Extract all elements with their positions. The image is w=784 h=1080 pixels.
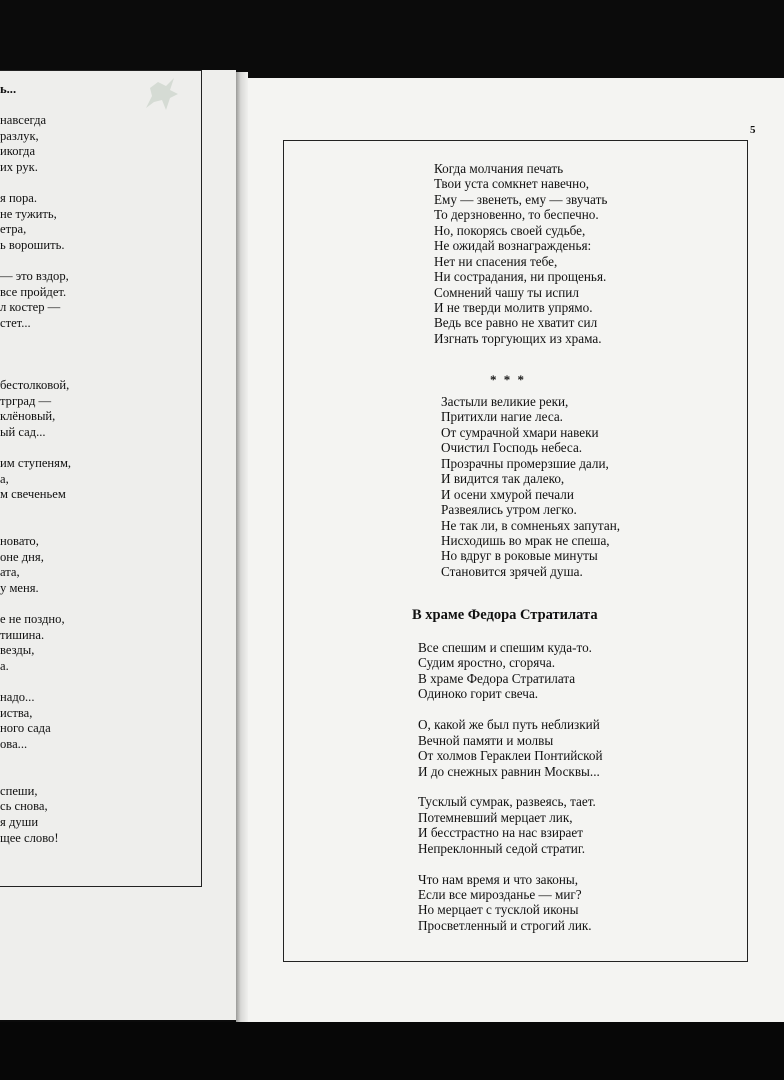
verse-line: икогда [0,144,36,159]
verse-line: клёновый, [0,409,56,424]
verse-line: Потемневший мерцает лик, [418,809,573,825]
verse-line: Твои уста сомкнет навечно, [434,176,590,192]
poem-untitled-1 [434,161,607,346]
verse-line: Что нам время и что законы, [418,871,579,887]
verse-line: Тусклый сумрак, развеясь, тает. [418,794,596,810]
verse-line: От холмов Гераклеи Понтийской [418,748,603,764]
page-number: 5 [750,124,756,136]
verse-line [0,597,198,613]
verse-line [0,441,198,457]
verse-line: стет... [0,315,31,330]
verse-line: Развеялись утром легко. [441,502,577,518]
verse-line [0,503,198,519]
verse-line: Когда молчания печать [434,161,564,176]
verse-line: Сомнений чашу ты испил [434,284,579,300]
verse-line: тишина. [0,627,45,642]
verse-line: навсегда [0,113,47,128]
verse-line: разлук, [0,128,39,143]
verse-line: Но, покорясь своей судьбе, [434,222,586,238]
verse-line [0,753,198,769]
verse-line: Не ожидай вознагражденья: [434,238,592,254]
verse-line: а. [0,658,9,673]
verse-line: От сумрачной хмари навеки [441,424,599,440]
verse-line: я пора. [0,191,38,206]
verse-line: все пройдет. [0,284,67,299]
verse-line [418,702,603,717]
verse-line: Но вдруг в роковые минуты [441,548,598,564]
verse-line: То дерзновенно, то беспечно. [434,207,599,223]
left-page-text [0,82,198,846]
verse-line: щее слово! [0,830,59,845]
poem-title: В храме Федора Стратилата [412,607,598,623]
verse-line: Непреклонный седой стратиг. [418,840,586,856]
verse-line [0,363,198,379]
verse-line: я души [0,814,39,829]
verse-line: Притихли нагие леса. [441,409,563,425]
verse-line: В храме Федора Стратилата [418,670,576,686]
poem-untitled-2 [441,394,620,579]
verse-line: Ему — звенеть, ему — звучать [434,191,608,207]
verse-line: Нет ни спасения тебе, [434,253,558,269]
verse-line [0,768,198,784]
verse-line: ного сада [0,721,51,736]
verse-line: им ступеням, [0,456,72,471]
verse-line: Ведь все равно не хватит сил [434,315,598,331]
verse-line: Нисходишь во мрак не спеша, [441,532,610,548]
verse-line: л костер — [0,300,61,315]
verse-line [0,347,198,363]
verse-line: Вечной памяти и молвы [418,732,554,748]
verse-line: Застыли великие реки, [441,394,569,409]
verse-line: Изгнать торгующих из храма. [434,330,602,346]
verse-line: И видится так далеко, [441,471,565,487]
verse-line: Очистил Господь небеса. [441,440,583,456]
scan-background [0,1022,784,1080]
verse-line: е не поздно, [0,612,65,627]
verse-line: иства, [0,705,33,720]
verse-line [0,254,198,270]
verse-line: О, какой же был путь неблизкий [418,717,600,733]
verse-line: их рук. [0,159,38,174]
verse-line [0,98,198,114]
verse-line: Становится зрячей душа. [441,563,583,579]
verse-line: а, [0,471,9,486]
verse-line: не тужить, [0,206,57,221]
verse-line: етра, [0,222,27,237]
poem-fedor-stratilat [418,640,603,933]
verse-line [0,675,198,691]
verse-line: у меня. [0,581,39,595]
verse-line: Если все мирозданье — миг? [418,887,582,902]
verse-line [0,519,198,535]
verse-line: Но мерцает с тусклой иконы [418,902,579,918]
verse-line: Не так ли, в сомненьях запутан, [441,517,621,533]
poem-separator: * * * [490,372,526,387]
verse-line: Просветленный и строгий лик. [418,917,592,933]
verse-line: Прозрачны промерзшие дали, [441,455,609,471]
verse-line: ова... [0,736,28,751]
verse-line [418,856,603,871]
verse-line: везды, [0,643,35,658]
verse-line: трград — [0,393,52,408]
verse-line: — это вздор, [0,269,69,284]
verse-line: Судим яростно, сгоряча. [418,655,556,671]
verse-line: сь снова, [0,799,48,814]
book-spine [236,72,248,1024]
verse-line: Ни сострадания, ни прощенья. [434,269,607,285]
verse-line [418,779,603,794]
verse-line: Одиноко горит свеча. [418,686,539,702]
verse-line: ата, [0,565,20,580]
verse-line [0,176,198,192]
verse-line: спеши, [0,783,38,798]
verse-line: м свеченьем [0,487,66,502]
verse-line: И бесстрастно на нас взирает [418,825,584,841]
verse-line: И не тверди молитв упрямо. [434,299,593,315]
verse-line: ь... [0,82,17,96]
verse-line: бестолковой, [0,378,70,393]
verse-line: оне дня, [0,549,44,564]
verse-line: Все спешим и спешим куда-то. [418,640,592,655]
verse-line: И осени хмурой печали [441,486,574,502]
verse-line: И до снежных равнин Москвы... [418,763,600,779]
verse-line: ый сад... [0,425,46,440]
verse-line: ь ворошить. [0,237,65,252]
verse-line: новато, [0,534,39,549]
verse-line [0,332,198,348]
verse-line: надо... [0,690,35,705]
